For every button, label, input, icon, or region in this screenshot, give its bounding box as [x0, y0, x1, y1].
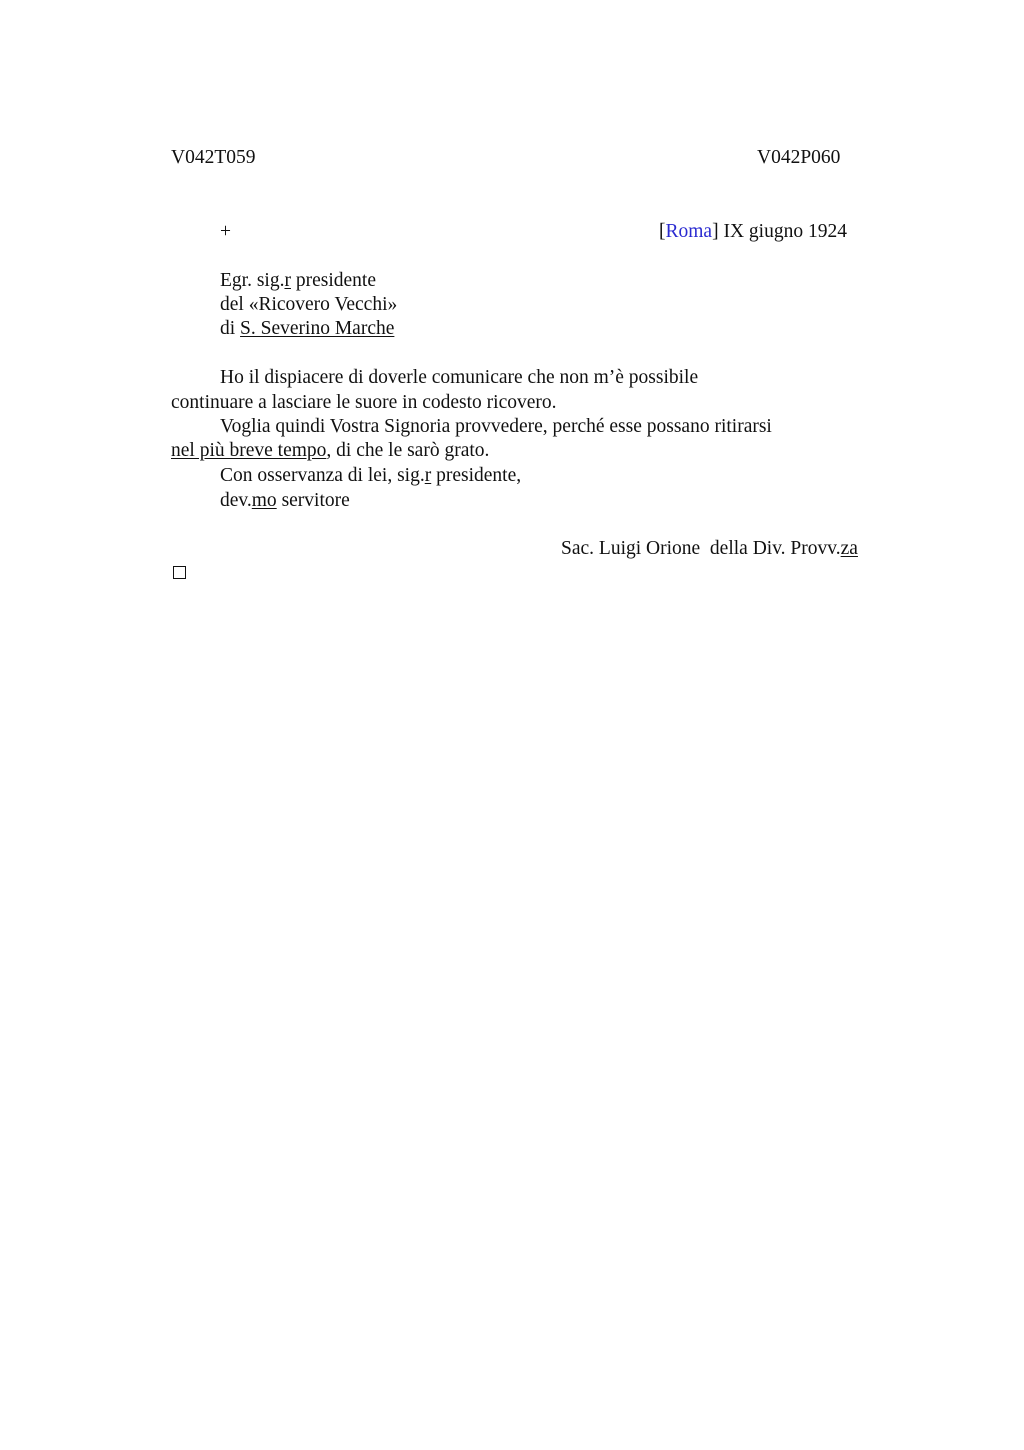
- body-paragraph-2-line-2: [171, 439, 489, 463]
- address-abbrev: r: [284, 270, 291, 291]
- address-line-2: del «Ricovero Vecchi»: [220, 294, 398, 315]
- address-prep: di: [220, 318, 241, 339]
- document-code-right: V042P060: [757, 147, 841, 168]
- body-paragraph-1-line-2: continuare a lasciare le suore in codesto ricovero.: [171, 392, 557, 413]
- closing-text: Con osservanza di lei, sig.: [220, 465, 425, 486]
- letter-date: IX giugno 1924: [718, 221, 847, 242]
- signature: [561, 537, 858, 561]
- signature-abbrev: za: [840, 538, 858, 559]
- place-link[interactable]: Roma: [665, 221, 713, 242]
- address-role: presidente: [290, 270, 376, 291]
- body-paragraph-1-line-1: Ho il dispiacere di doverle comunicare che non m’è possibile: [220, 367, 699, 388]
- body-text: , di che le sarò grato.: [326, 440, 490, 461]
- body-paragraph-2-line-1: Voglia quindi Vostra Signoria provvedere, perché esse possano ritirarsi: [220, 416, 772, 437]
- address-place: S. Severino Marche: [240, 318, 395, 339]
- address-line-3: [220, 317, 394, 341]
- address-title: Egr. sig.: [220, 270, 285, 291]
- closing-line: [220, 464, 521, 488]
- closing-abbrev: r: [424, 465, 432, 486]
- document-code-left: V042T059: [171, 147, 256, 168]
- bracket-open: [: [659, 221, 666, 242]
- signature-name: Sac. Luigi Orione della Div. Provv.: [561, 538, 841, 559]
- emphasis-text: nel più breve tempo: [171, 440, 327, 461]
- bracket-close: ]: [712, 221, 719, 242]
- closing-role: presidente,: [431, 465, 522, 486]
- servant-abbrev: mo: [251, 490, 277, 511]
- cross-mark: +: [220, 221, 231, 242]
- end-square-icon: [173, 566, 186, 579]
- servant-text: dev.: [220, 490, 252, 511]
- dateline: [659, 220, 847, 244]
- servant-line: [220, 489, 350, 513]
- servant-word: servitore: [276, 490, 350, 511]
- address-line-1: [220, 269, 376, 293]
